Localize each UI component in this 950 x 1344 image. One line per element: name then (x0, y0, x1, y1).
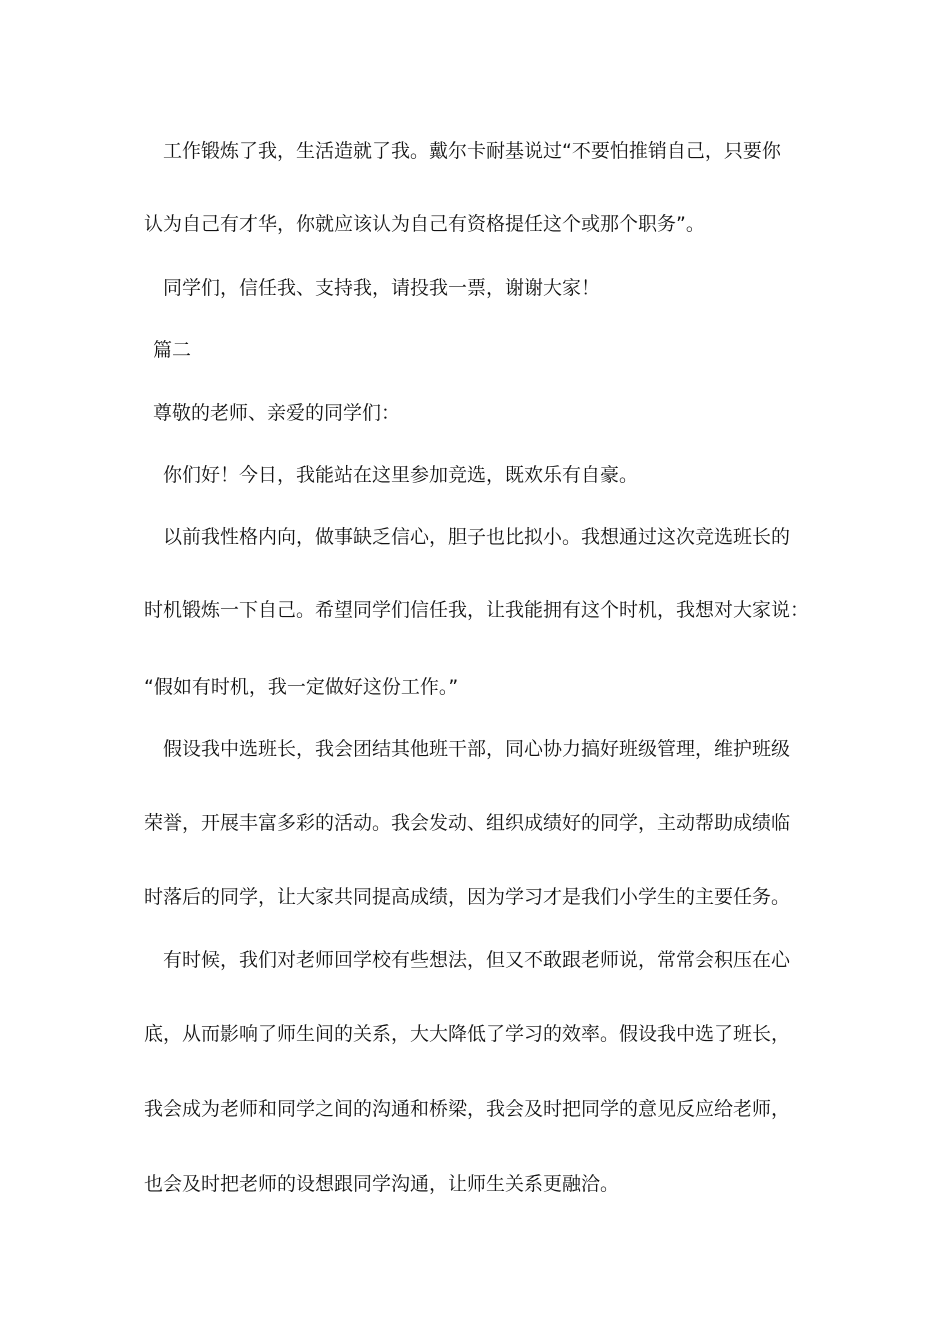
paragraph-line: 也会及时把老师的设想跟同学沟通，让师生关系更融洽。 (144, 1173, 620, 1195)
paragraph-line: 有时候，我们对老师回学校有些想法，但又不敢跟老师说，常常会积压在心 (163, 949, 791, 971)
paragraph-line: 我会成为老师和同学之间的沟通和桥梁，我会及时把同学的意见反应给老师， (144, 1098, 791, 1120)
paragraph-line: 时机锻炼一下自己。希望同学们信任我，让我能拥有这个时机，我想对大家说： (144, 599, 810, 621)
paragraph-line: 以前我性格内向，做事缺乏信心，胆子也比拟小。我想通过这次竞选班长的 (163, 526, 791, 548)
paragraph-line: 认为自己有才华，你就应该认为自己有资格提任这个或那个职务”。 (144, 213, 705, 235)
paragraph-line: 同学们，信任我、支持我，请投我一票，谢谢大家！ (163, 277, 601, 299)
paragraph-line: 底，从而影响了师生间的关系，大大降低了学习的效率。假设我中选了班长， (144, 1023, 791, 1045)
paragraph-line: 时落后的同学，让大家共同提高成绩，因为学习才是我们小学生的主要任务。 (144, 886, 791, 908)
paragraph-line: “假如有时机，我一定做好这份工作。” (144, 676, 459, 698)
paragraph-line: 假设我中选班长，我会团结其他班干部，同心协力搞好班级管理，维护班级 (163, 738, 791, 760)
paragraph-line: 你们好！今日，我能站在这里参加竞选，既欢乐有自豪。 (163, 464, 639, 486)
paragraph-line: 工作锻炼了我，生活造就了我。戴尔卡耐基说过“不要怕推销自己，只要你 (163, 140, 781, 162)
section-heading: 篇二 (153, 339, 192, 361)
paragraph-line: 荣誉，开展丰富多彩的活动。我会发动、组织成绩好的同学，主动帮助成绩临 (144, 812, 791, 834)
salutation: 尊敬的老师、亲爱的同学们： (153, 402, 401, 424)
